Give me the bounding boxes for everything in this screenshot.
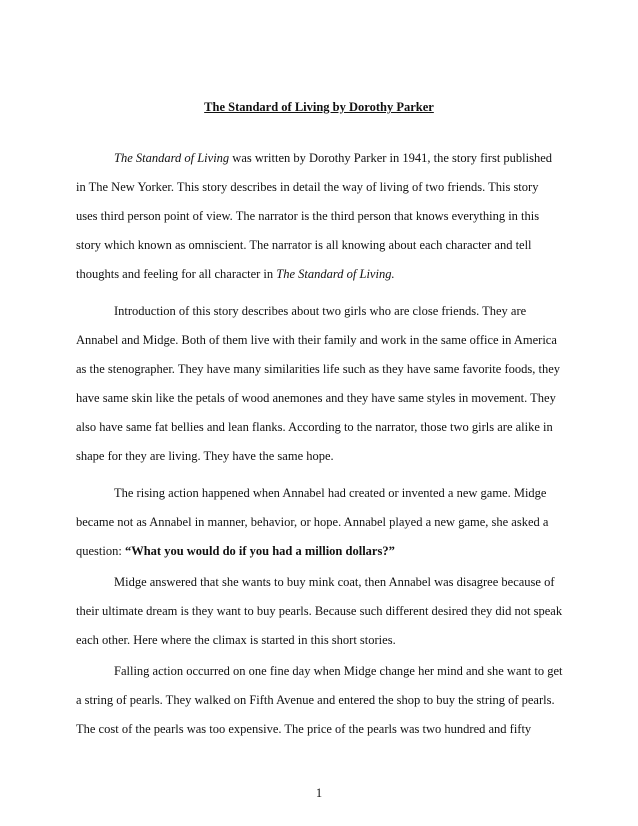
p2-line-1: Introduction of this story describes about two girls who are close friends. They are [114,304,527,318]
p1-line-5-text: thoughts and feeling for all character in [76,267,277,281]
p2-line-6: shape for they are living. They have the same hope. [76,449,334,463]
p1-line-1-text: was written by Dorothy Parker in 1941, the story first published [229,151,553,165]
p2-line-2: Annabel and Midge. Both of them live with their family and work in the same office in America [76,333,557,347]
p3-line-1: The rising action happened when Annabel had created or invented a new game. Midge [114,486,547,500]
p4-line-3: each other. Here where the climax is started in this short stories. [76,633,396,647]
quoted-question: “What you would do if you had a million dollars?” [124,544,395,558]
p3-line-2: became not as Annabel in manner, behavior, or hope. Annabel played a new game, she asked a [76,515,549,529]
p3-line-3-text: question: [76,544,125,558]
p5-line-1: Falling action occurred on one fine day when Midge change her mind and she want to get [114,664,563,678]
p4-line-2: their ultimate dream is they want to buy pearls. Because such different desired they did not speak [76,604,563,618]
p1-line-3: uses third person point of view. The narrator is the third person that knows everything in this [76,209,540,223]
document-title: The Standard of Living by Dorothy Parker [204,100,434,114]
p1-line-4: story which known as omniscient. The narrator is all knowing about each character and tell [76,238,532,252]
p2-line-3: as the stenographer. They have many similarities life such as they have same favorite foods, they [76,362,560,376]
p1-line-2: in The New Yorker. This story describes in detail the way of living of two friends. This story [76,180,539,194]
story-title-italic: The Standard of Living [114,151,230,165]
story-title-italic-2: The Standard of Living. [276,267,395,281]
p2-line-4: have same skin like the petals of wood anemones and they have same styles in movement. They [76,391,556,405]
p5-line-3: The cost of the pearls was too expensive. The price of the pearls was two hundred and fifty [76,722,532,736]
p1-line-1 [114,150,552,166]
page-number: 1 [315,786,323,800]
p5-line-2: a string of pearls. They walked on Fifth Avenue and entered the shop to buy the string of pearls. [76,693,555,707]
p2-line-5: also have same fat bellies and lean flanks. According to the narrator, those two girls are alike in [76,420,553,434]
p4-line-1: Midge answered that she wants to buy mink coat, then Annabel was disagree because of [114,575,555,589]
p1-line-5 [76,266,395,282]
p3-line-3 [76,543,395,559]
